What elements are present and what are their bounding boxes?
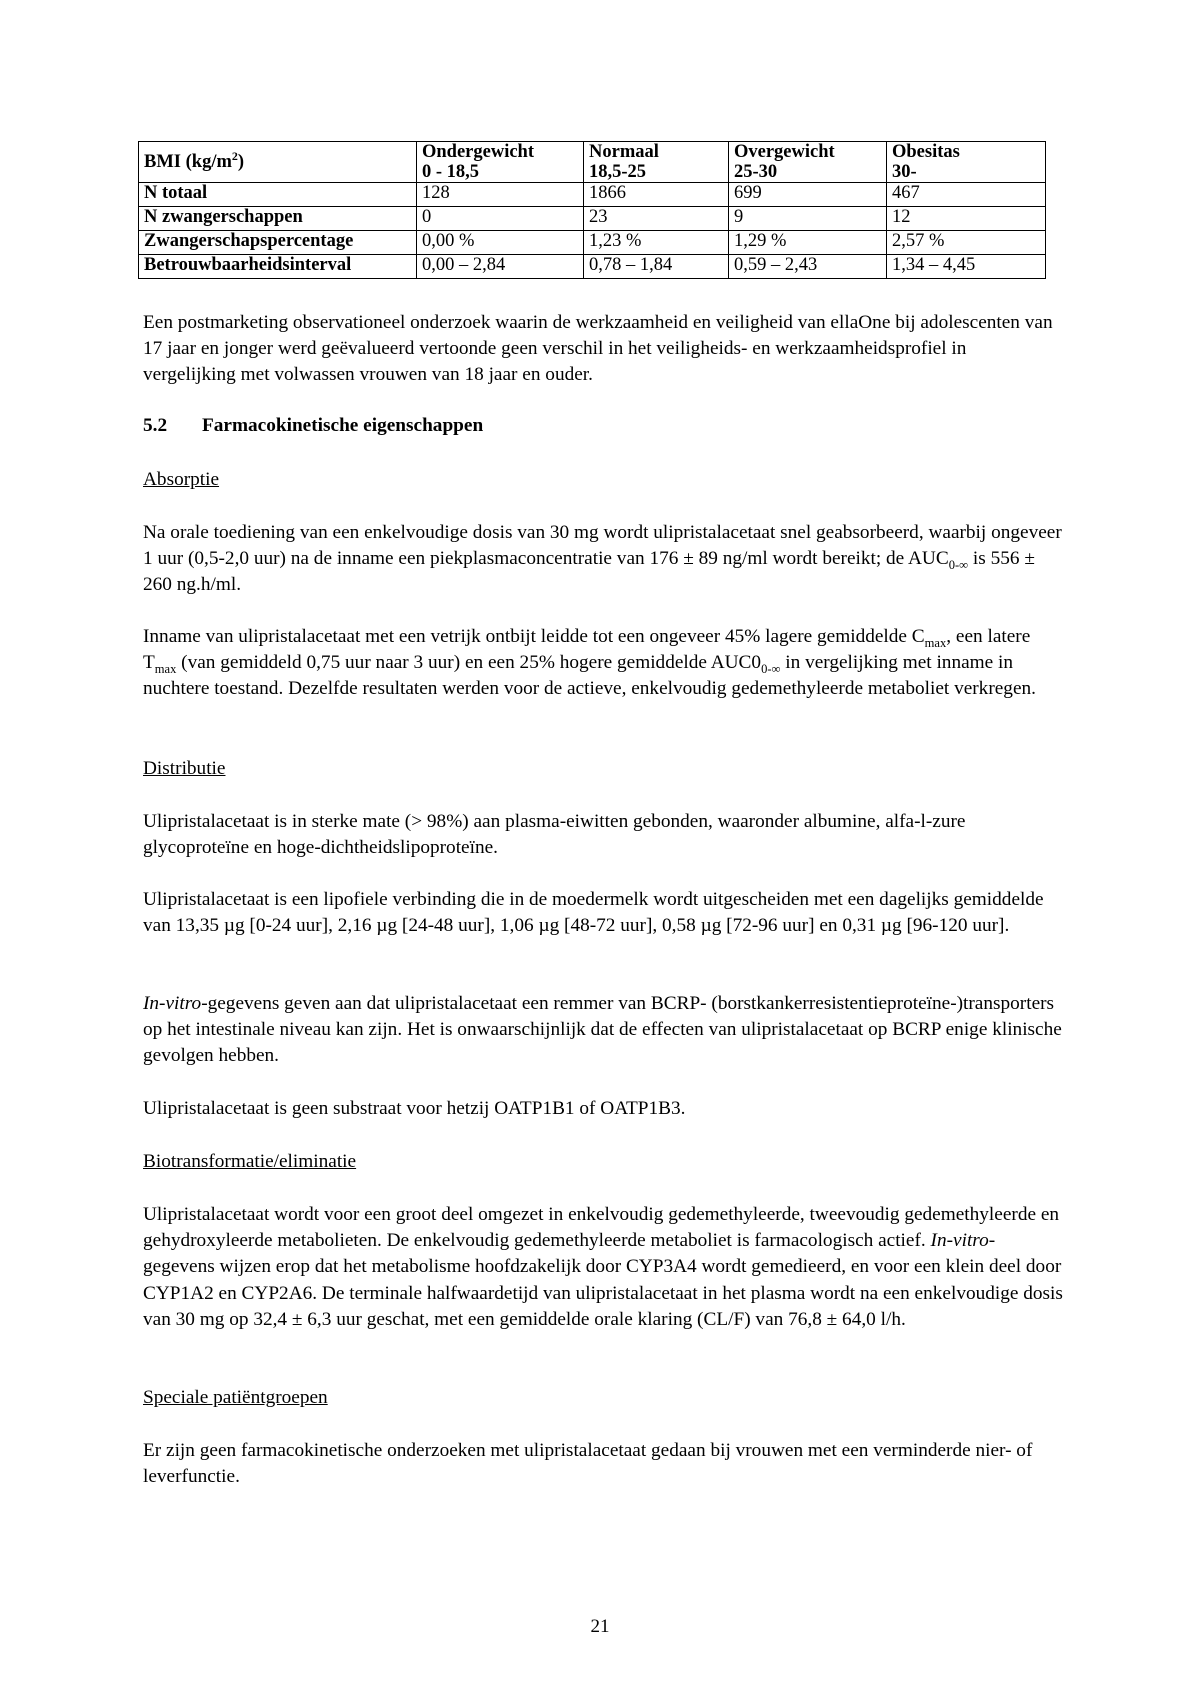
distributie-paragraph-4: Ulipristalacetaat is geen substraat voor hetzij OATP1B1 of OATP1B3.: [143, 1098, 686, 1119]
speciale-heading: Speciale patiëntgroepen: [143, 1387, 328, 1408]
table-cell: 467: [887, 183, 1046, 207]
biotransformatie-paragraph: Ulipristalacetaat wordt voor een groot deel omgezet in enkelvoudig gedemethyleerde, tweevoudig gedemethyleerde en gehydroxyleerde metabolieten. De enkelvoudig gedemethyleerde metaboliet is farmacologisch actief. In-vitro-gegevens wijzen erop dat het metabolisme hoofdzakelijk door CYP3A4 wordt gemedieerd, en voor een klein deel door CYP1A2 en CYP2A6. De terminale halfwaardetijd van ulipristalacetaat in het plasma wordt na een enkelvoudige dosis van 30 mg op 32,4 ± 6,3 uur geschat, met een gemiddelde orale klaring (CL/F) van 76,8 ± 64,0 l/h.: [143, 1204, 1063, 1330]
table-cell: 12: [887, 207, 1046, 231]
table-cell: 1,29 %: [729, 231, 887, 255]
table-cell: 0,00 – 2,84: [417, 255, 584, 279]
speciale-paragraph: Er zijn geen farmacokinetische onderzoeken met ulipristalacetaat gedaan bij vrouwen met een verminderde nier- of leverfunctie.: [143, 1440, 1033, 1488]
table-cell: 1,23 %: [584, 231, 729, 255]
bmi-header-cell: BMI $(kg/m^2)$: [139, 142, 417, 183]
table-cell: 23: [584, 207, 729, 231]
table-cell: 0: [417, 207, 584, 231]
table-cell: 0,00 %: [417, 231, 584, 255]
row-label: Betrouwbaarheidsinterval: [139, 255, 417, 279]
biotransformatie-heading: Biotransformatie/eliminatie: [143, 1151, 357, 1172]
table-header-row: [139, 142, 1046, 183]
table-cell: 128: [417, 183, 584, 207]
table-cell: 0,78 – 1,84: [584, 255, 729, 279]
postmarketing-paragraph: Een postmarketing observationeel onderzoek waarin de werkzaamheid en veiligheid van ellaOne bij adolescenten van 17 jaar en jonger werd geëvalueerd vertoonde geen verschil in het veiligheids- en werkzaamheidsprofiel in vergelijking met volwassen vrouwen van 18 jaar en ouder.: [143, 312, 1053, 386]
table-cell: 699: [729, 183, 887, 207]
column-header: Normaal 18,5-25: [584, 142, 729, 183]
table-row: [139, 231, 1046, 255]
distributie-heading: Distributie: [143, 758, 226, 779]
distributie-paragraph-1: Ulipristalacetaat is in sterke mate (> 98%) aan plasma-eiwitten gebonden, waaronder albumine, alfa-l-zure glycoproteïne en hoge-dichtheidslipoproteïne.: [143, 811, 966, 859]
table-row: [139, 255, 1046, 279]
table-cell: 9: [729, 207, 887, 231]
column-header: Ondergewicht 0 - 18,5: [417, 142, 584, 183]
column-header: Overgewicht 25-30: [729, 142, 887, 183]
row-label: Zwangerschapspercentage: [139, 231, 417, 255]
absorptie-paragraph-2: Inname van ulipristalacetaat met een vetrijk ontbijt leidde tot een ongeveer 45% lagere gemiddelde $C_{max}$, een latere $T_{max}$ (van gemiddeld 0,75 uur naar 3 uur) en een 25% hogere gemiddelde $AUC0_{0-\infty}$ in vergelijking met inname in nuchtere toestand. Dezelfde resultaten werden voor de actieve, enkelvoudig gedemethyleerde metaboliet verkregen.: [143, 626, 1036, 700]
absorptie-paragraph-1: Na orale toediening van een enkelvoudige dosis van 30 mg wordt ulipristalacetaat snel geabsorbeerd, waarbij ongeveer 1 uur (0,5-2,0 uur) na de inname een piekplasmaconcentratie van 176 ± 89 ng/ml wordt bereikt; de $AUC_{0-\infty}$ is 556 ± 260 ng.h/ml.: [143, 522, 1062, 596]
column-header: Obesitas 30-: [887, 142, 1046, 183]
table-row: [139, 207, 1046, 231]
section-heading: [143, 413, 1063, 439]
section-title: Farmacokinetische eigenschappen: [202, 415, 484, 436]
row-label: N zwangerschappen: [139, 207, 417, 231]
absorptie-heading: Absorptie: [143, 469, 220, 490]
row-label: N totaal: [139, 183, 417, 207]
table-cell: 2,57 %: [887, 231, 1046, 255]
page-number: 21: [590, 1616, 610, 1637]
table-cell: 1,34 – 4,45: [887, 255, 1046, 279]
table-cell: 1866: [584, 183, 729, 207]
distributie-paragraph-2: Ulipristalacetaat is een lipofiele verbinding die in de moedermelk wordt uitgescheiden met een dagelijks gemiddelde van 13,35 µg [0-24 uur], 2,16 µg [24-48 uur], 1,06 µg [48-72 uur], 0,58 µg [72-96 uur] en 0,31 µg [96-120 uur].: [143, 889, 1044, 937]
table-cell: 0,59 – 2,43: [729, 255, 887, 279]
table-row: [139, 183, 1046, 207]
bmi-table: [138, 141, 1046, 279]
section-number: 5.2: [143, 415, 168, 436]
distributie-paragraph-3: In-vitro-gegevens geven aan dat ulipristalacetaat een remmer van BCRP- (borstkankerresistentieproteïne-)transporters op het intestinale niveau kan zijn. Het is onwaarschijnlijk dat de effecten van ulipristalacetaat op BCRP enige klinische gevolgen hebben.: [143, 993, 1062, 1067]
